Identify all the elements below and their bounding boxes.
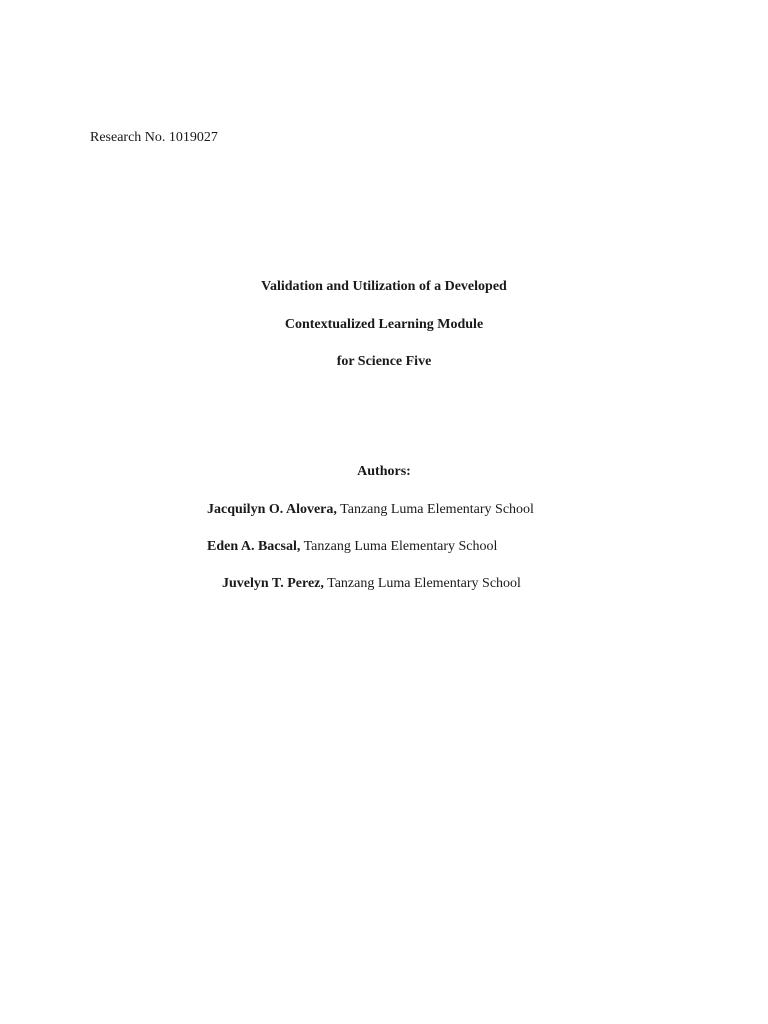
author-name: Juvelyn T. Perez, — [222, 576, 324, 591]
authors-heading: Authors: — [357, 464, 411, 479]
author-entry — [222, 576, 521, 592]
author-entry — [207, 539, 497, 555]
author-entry — [207, 502, 534, 518]
author-affiliation: Tanzang Luma Elementary School — [323, 576, 521, 591]
title-line-2: Contextualized Learning Module — [284, 317, 484, 332]
author-name: Jacquilyn O. Alovera, — [207, 502, 337, 517]
title-line-1: Validation and Utilization of a Developed — [261, 279, 507, 294]
research-number: Research No. 1019027 — [90, 130, 218, 145]
title-line-3: for Science Five — [336, 354, 432, 369]
author-affiliation: Tanzang Luma Elementary School — [300, 539, 498, 554]
author-affiliation: Tanzang Luma Elementary School — [336, 502, 534, 517]
author-name: Eden A. Bacsal, — [207, 539, 301, 554]
